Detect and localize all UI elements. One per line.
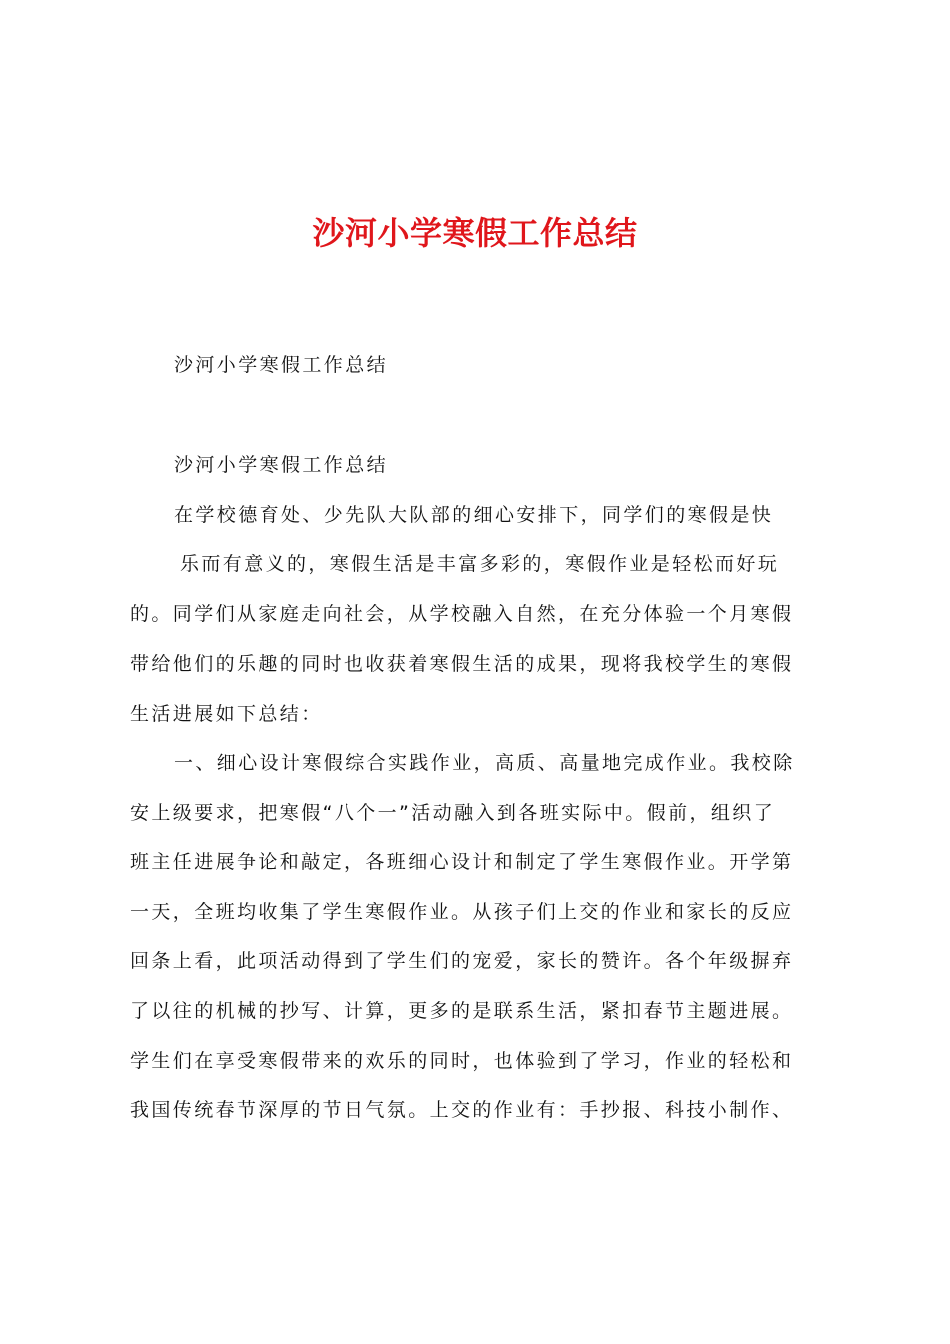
paragraph-line: 带给他们的乐趣的同时也收获着寒假生活的成果，现将我校学生的寒假: [130, 653, 794, 675]
paragraph-line: 在学校德育处、少先队大队部的细心安排下，同学们的寒假是快: [174, 504, 774, 526]
paragraph-line: 的。同学们从家庭走向社会，从学校融入自然，在充分体验一个月寒假: [130, 603, 794, 625]
subtitle-line-2: 沙河小学寒假工作总结: [174, 454, 389, 476]
paragraph-line: 一、细心设计寒假综合实践作业，高质、高量地完成作业。我校除: [174, 752, 795, 774]
paragraph-line: 安上级要求，把寒假“八个一”活动融入到各班实际中。假前，组织了: [130, 802, 776, 824]
paragraph-line: 生活进展如下总结：: [130, 703, 323, 725]
paragraph-line: 班主任进展争论和敲定，各班细心设计和制定了学生寒假作业。开学第: [130, 851, 794, 873]
paragraph-line: 我国传统春节深厚的节日气氛。上交的作业有：手抄报、科技小制作、: [130, 1099, 794, 1121]
paragraph-line: 了以往的机械的抄写、计算，更多的是联系生活，紧扣春节主题进展。: [130, 1000, 794, 1022]
paragraph-line: 一天，全班均收集了学生寒假作业。从孩子们上交的作业和家长的反应: [130, 901, 794, 923]
paragraph-line: 乐而有意义的，寒假生活是丰富多彩的，寒假作业是轻松而好玩: [180, 553, 780, 575]
paragraph-line: 学生们在享受寒假带来的欢乐的同时，也体验到了学习，作业的轻松和: [130, 1050, 794, 1072]
subtitle-line-1: 沙河小学寒假工作总结: [174, 354, 389, 376]
document-title: 沙河小学寒假工作总结: [312, 214, 638, 252]
paragraph-line: 回条上看，此项活动得到了学生们的宠爱，家长的赞许。各个年级摒弃: [130, 950, 794, 972]
